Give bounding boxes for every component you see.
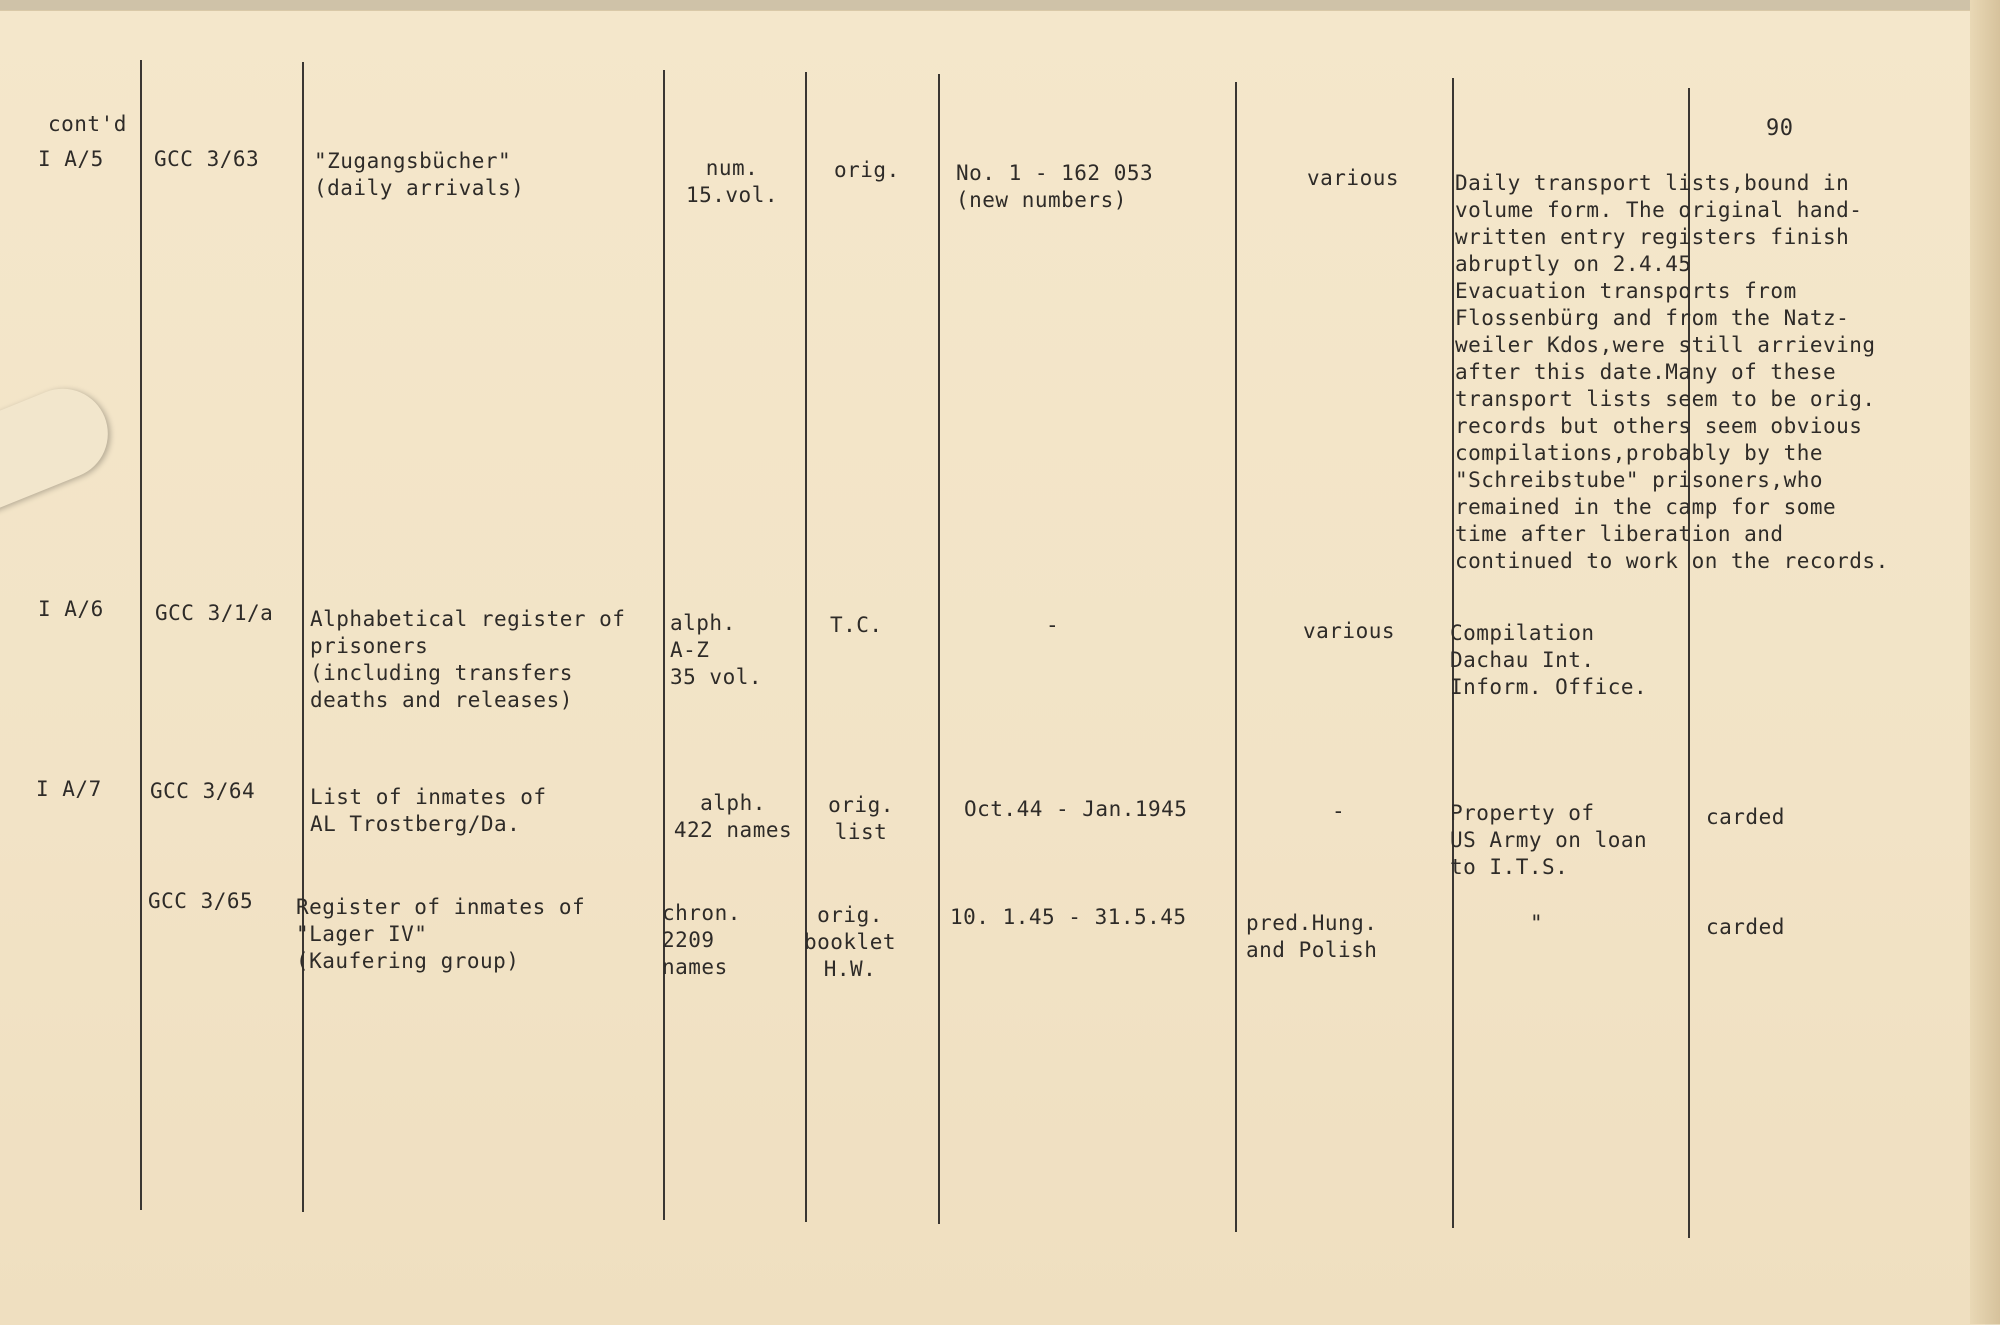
nationality: pred.Hung. and Polish: [1246, 911, 1378, 962]
number-range: No. 1 - 162 053 (new numbers): [956, 161, 1154, 212]
column-rule: [302, 62, 304, 1212]
record-type: orig.: [834, 158, 900, 182]
number-range: 10. 1.45 - 31.5.45: [950, 905, 1187, 929]
entry-id: I A/7: [36, 777, 102, 801]
column-rule: [1235, 82, 1237, 1232]
card-status: carded: [1706, 805, 1785, 829]
remarks: Property of US Army on loan to I.T.S.: [1450, 801, 1648, 879]
column-rule: [938, 74, 940, 1224]
description: Register of inmates of "Lager IV" (Kaufering group): [296, 895, 586, 973]
page-number: 90: [1766, 116, 1794, 141]
gcc-reference: GCC 3/64: [150, 779, 256, 803]
number-range: -: [1046, 613, 1060, 637]
entry-id: I A/5: [38, 147, 104, 171]
gcc-reference: GCC 3/63: [154, 147, 260, 171]
gcc-reference: GCC 3/65: [148, 889, 254, 913]
column-rule: [805, 72, 807, 1222]
remarks: Compilation Dachau Int. Inform. Office.: [1450, 621, 1648, 699]
record-type: T.C.: [830, 613, 883, 637]
column-rule: [663, 70, 665, 1220]
card-status: carded: [1706, 915, 1785, 939]
arrangement: num. 15.vol.: [685, 156, 778, 207]
arrangement: alph. A-Z 35 vol.: [670, 611, 763, 689]
column-rule: [140, 60, 142, 1210]
nationality: various: [1303, 619, 1396, 643]
description: Alphabetical register of prisoners (including transfers deaths and releases): [310, 607, 626, 712]
record-type: orig. list: [828, 793, 894, 844]
number-range: Oct.44 - Jan.1945: [964, 797, 1188, 821]
card-edge: [1970, 0, 2000, 1324]
entry-id: I A/6: [38, 597, 104, 621]
nationality: various: [1307, 166, 1400, 190]
continued-label: cont'd: [48, 112, 127, 136]
remarks: Daily transport lists,bound in volume form. The original hand- written entry registers finish abruptly on 2.4.45 Evacuation transports from Flossenbürg and from the Natz- weiler Kdos,were still arrieving after this date.Many of these transport lists seem to be orig. records but others seem obvious compilations,probably by the "Schreibstube" prisoners,who remained in the camp for some time after liberation and continued to work on the records.: [1455, 171, 1889, 573]
remarks: ": [1530, 911, 1544, 935]
record-type: orig. booklet H.W.: [803, 903, 896, 981]
nationality: -: [1332, 799, 1346, 823]
arrangement: chron. 2209 names: [662, 901, 741, 979]
arrangement: alph. 422 names: [673, 791, 793, 842]
gcc-reference: GCC 3/1/a: [155, 601, 274, 625]
description: "Zugangsbücher" (daily arrivals): [314, 149, 525, 200]
description: List of inmates of AL Trostberg/Da.: [310, 785, 547, 836]
background-strip: [0, 0, 2000, 10]
